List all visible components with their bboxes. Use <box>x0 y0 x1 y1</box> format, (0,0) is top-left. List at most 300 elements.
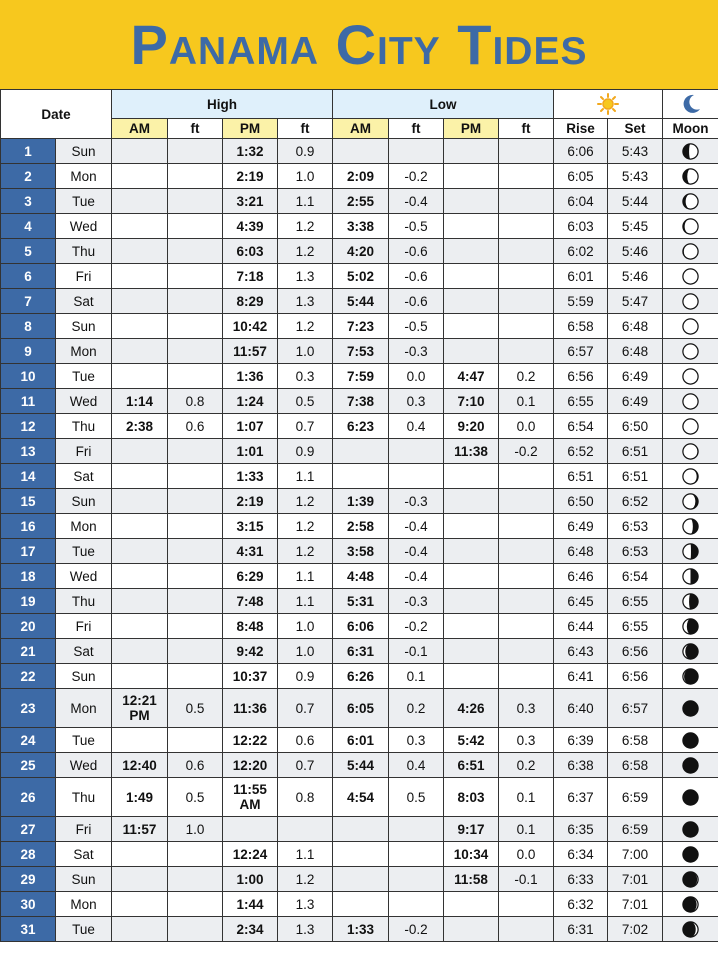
high-pm-height-cell: 1.1 <box>278 842 333 867</box>
sun-header <box>554 90 663 119</box>
low-am-height-cell: 0.3 <box>389 389 444 414</box>
low-pm-height-cell <box>499 239 554 264</box>
table-row <box>1 214 718 239</box>
high-pm-time-cell: 12:24 <box>223 842 278 867</box>
high-pm-time-cell: 9:42 <box>223 639 278 664</box>
sunrise-cell: 6:56 <box>554 364 608 389</box>
low-am-height-cell: 0.1 <box>389 664 444 689</box>
high-am-height-cell <box>168 917 223 942</box>
sunset-cell: 5:47 <box>608 289 663 314</box>
day-number-cell: 2 <box>1 164 56 189</box>
high-pm-height-cell: 0.9 <box>278 664 333 689</box>
low-am-height-cell <box>389 817 444 842</box>
high-pm-height-cell: 1.2 <box>278 514 333 539</box>
low-pm-time-cell: 5:42 <box>444 728 499 753</box>
high-am-height-cell <box>168 464 223 489</box>
low-pm-time-cell: 11:58 <box>444 867 499 892</box>
day-number-cell: 8 <box>1 314 56 339</box>
low-pm-height-cell <box>499 189 554 214</box>
day-name-cell: Sun <box>56 489 112 514</box>
low-am-time-cell: 5:44 <box>333 753 389 778</box>
table-row <box>1 464 718 489</box>
high-pm-height-cell: 1.0 <box>278 164 333 189</box>
low-pm-time-cell: 11:38 <box>444 439 499 464</box>
low-am-height-cell: -0.4 <box>389 539 444 564</box>
waning-crescent-moon-icon <box>681 142 700 161</box>
low-pm-height-cell: 0.2 <box>499 364 554 389</box>
moon-phase-cell <box>663 778 718 817</box>
table-row <box>1 389 718 414</box>
table-row <box>1 564 718 589</box>
sunset-cell: 6:50 <box>608 414 663 439</box>
table-row <box>1 314 718 339</box>
low-am-height-cell: -0.5 <box>389 314 444 339</box>
high-pm-ft-header: ft <box>278 119 333 139</box>
first-quarter-moon-icon <box>681 517 700 536</box>
low-am-height-cell: -0.4 <box>389 564 444 589</box>
high-am-time-cell <box>112 489 168 514</box>
new-moon-icon <box>681 367 700 386</box>
moon-phase-cell <box>663 917 718 942</box>
low-am-time-cell: 2:09 <box>333 164 389 189</box>
day-number-cell: 9 <box>1 339 56 364</box>
day-number-cell: 6 <box>1 264 56 289</box>
high-pm-time-cell: 6:29 <box>223 564 278 589</box>
low-pm-height-cell: 0.1 <box>499 778 554 817</box>
sunrise-cell: 6:55 <box>554 389 608 414</box>
day-name-cell: Tue <box>56 189 112 214</box>
sunrise-cell: 6:39 <box>554 728 608 753</box>
high-am-height-cell: 0.5 <box>168 689 223 728</box>
high-am-height-cell <box>168 214 223 239</box>
high-pm-time-cell: 2:19 <box>223 489 278 514</box>
day-name-cell: Fri <box>56 439 112 464</box>
high-pm-time-cell: 1:32 <box>223 139 278 164</box>
low-pm-header: PM <box>444 119 499 139</box>
high-am-header: AM <box>112 119 168 139</box>
sunset-cell: 5:44 <box>608 189 663 214</box>
sunset-cell: 6:51 <box>608 439 663 464</box>
high-am-height-cell: 0.6 <box>168 414 223 439</box>
high-header: High <box>112 90 333 119</box>
moon-phase-cell <box>663 189 718 214</box>
high-am-height-cell <box>168 489 223 514</box>
moon-phase-cell <box>663 842 718 867</box>
high-pm-height-cell: 1.3 <box>278 892 333 917</box>
table-row <box>1 239 718 264</box>
rise-header: Rise <box>554 119 608 139</box>
sunset-cell: 5:46 <box>608 239 663 264</box>
low-am-time-cell: 6:23 <box>333 414 389 439</box>
low-am-height-cell: 0.3 <box>389 728 444 753</box>
day-number-cell: 21 <box>1 639 56 664</box>
table-row <box>1 817 718 842</box>
moon-header: Moon <box>663 119 718 139</box>
high-am-time-cell <box>112 439 168 464</box>
sunrise-cell: 6:45 <box>554 589 608 614</box>
sunrise-cell: 6:01 <box>554 264 608 289</box>
day-number-cell: 22 <box>1 664 56 689</box>
high-pm-height-cell: 1.0 <box>278 339 333 364</box>
day-name-cell: Mon <box>56 514 112 539</box>
sunset-cell: 6:56 <box>608 639 663 664</box>
low-header: Low <box>333 90 554 119</box>
low-pm-time-cell: 9:20 <box>444 414 499 439</box>
day-name-cell: Sun <box>56 139 112 164</box>
sunset-cell: 6:52 <box>608 489 663 514</box>
moon-phase-cell <box>663 439 718 464</box>
day-number-cell: 16 <box>1 514 56 539</box>
sunrise-cell: 6:52 <box>554 439 608 464</box>
sunset-cell: 5:46 <box>608 264 663 289</box>
high-am-time-cell: 1:14 <box>112 389 168 414</box>
low-am-height-cell: -0.4 <box>389 514 444 539</box>
table-row <box>1 689 718 728</box>
high-am-time-cell <box>112 214 168 239</box>
waning-crescent-moon-icon <box>681 167 700 186</box>
full-moon-icon <box>681 820 700 839</box>
low-am-time-cell: 4:54 <box>333 778 389 817</box>
high-pm-time-cell: 3:15 <box>223 514 278 539</box>
table-row <box>1 289 718 314</box>
high-am-height-cell <box>168 614 223 639</box>
sunrise-cell: 6:05 <box>554 164 608 189</box>
day-number-cell: 15 <box>1 489 56 514</box>
high-pm-time-cell: 4:31 <box>223 539 278 564</box>
day-number-cell: 17 <box>1 539 56 564</box>
low-am-time-cell: 2:55 <box>333 189 389 214</box>
sunrise-cell: 6:46 <box>554 564 608 589</box>
low-pm-height-cell: 0.1 <box>499 817 554 842</box>
high-am-time-cell <box>112 867 168 892</box>
table-row <box>1 728 718 753</box>
low-pm-time-cell <box>444 314 499 339</box>
high-pm-height-cell: 1.3 <box>278 289 333 314</box>
low-am-height-cell: -0.6 <box>389 289 444 314</box>
low-am-time-cell: 7:38 <box>333 389 389 414</box>
new-moon-icon <box>681 342 700 361</box>
low-pm-time-cell: 10:34 <box>444 842 499 867</box>
low-pm-height-cell <box>499 639 554 664</box>
low-pm-height-cell: 0.0 <box>499 842 554 867</box>
sunrise-cell: 6:48 <box>554 539 608 564</box>
sunrise-cell: 6:35 <box>554 817 608 842</box>
table-row <box>1 753 718 778</box>
high-pm-time-cell: 1:44 <box>223 892 278 917</box>
sunrise-cell: 6:44 <box>554 614 608 639</box>
low-am-time-cell: 5:02 <box>333 264 389 289</box>
day-number-cell: 10 <box>1 364 56 389</box>
table-row <box>1 539 718 564</box>
low-am-height-cell: -0.6 <box>389 264 444 289</box>
sunset-cell: 6:49 <box>608 364 663 389</box>
high-am-time-cell: 2:38 <box>112 414 168 439</box>
low-pm-height-cell <box>499 464 554 489</box>
table-row <box>1 364 718 389</box>
low-am-ft-header: ft <box>389 119 444 139</box>
full-moon-icon <box>681 756 700 775</box>
high-pm-time-cell: 1:33 <box>223 464 278 489</box>
waning-gibbous-moon-icon <box>681 920 700 939</box>
low-pm-height-cell <box>499 289 554 314</box>
low-pm-height-cell <box>499 514 554 539</box>
day-name-cell: Sun <box>56 664 112 689</box>
day-name-cell: Mon <box>56 164 112 189</box>
day-number-cell: 1 <box>1 139 56 164</box>
table-row <box>1 639 718 664</box>
high-pm-height-cell: 0.3 <box>278 364 333 389</box>
day-number-cell: 4 <box>1 214 56 239</box>
sunset-cell: 7:01 <box>608 867 663 892</box>
sunset-cell: 6:48 <box>608 339 663 364</box>
sunrise-cell: 6:54 <box>554 414 608 439</box>
high-am-time-cell <box>112 139 168 164</box>
waning-gibbous-moon-icon <box>681 870 700 889</box>
day-number-cell: 30 <box>1 892 56 917</box>
low-am-time-cell: 6:06 <box>333 614 389 639</box>
sunset-cell: 6:49 <box>608 389 663 414</box>
moon-phase-cell <box>663 489 718 514</box>
low-am-height-cell: 0.5 <box>389 778 444 817</box>
low-pm-ft-header: ft <box>499 119 554 139</box>
sunrise-cell: 5:59 <box>554 289 608 314</box>
low-pm-height-cell <box>499 214 554 239</box>
sun-icon <box>597 93 619 115</box>
low-am-height-cell: -0.6 <box>389 239 444 264</box>
low-am-height-cell: 0.4 <box>389 414 444 439</box>
sunset-cell: 6:48 <box>608 314 663 339</box>
crescent-moon-icon <box>680 93 702 115</box>
day-number-cell: 25 <box>1 753 56 778</box>
high-am-height-cell <box>168 842 223 867</box>
high-pm-height-cell: 1.3 <box>278 917 333 942</box>
table-row <box>1 189 718 214</box>
day-number-cell: 26 <box>1 778 56 817</box>
high-am-time-cell <box>112 892 168 917</box>
moon-phase-cell <box>663 589 718 614</box>
low-am-time-cell <box>333 867 389 892</box>
low-pm-time-cell: 8:03 <box>444 778 499 817</box>
high-am-time-cell <box>112 314 168 339</box>
moon-phase-cell <box>663 364 718 389</box>
high-am-height-cell <box>168 639 223 664</box>
day-name-cell: Thu <box>56 778 112 817</box>
waxing-gibbous-moon-icon <box>681 617 700 636</box>
low-pm-height-cell <box>499 139 554 164</box>
low-am-time-cell <box>333 439 389 464</box>
high-pm-time-cell: 4:39 <box>223 214 278 239</box>
sunset-cell: 6:58 <box>608 753 663 778</box>
high-am-time-cell <box>112 917 168 942</box>
low-pm-time-cell <box>444 464 499 489</box>
day-name-cell: Fri <box>56 264 112 289</box>
low-am-time-cell: 2:58 <box>333 514 389 539</box>
low-am-time-cell: 6:31 <box>333 639 389 664</box>
table-row <box>1 589 718 614</box>
moon-phase-cell <box>663 817 718 842</box>
low-pm-height-cell <box>499 339 554 364</box>
low-am-height-cell: -0.2 <box>389 164 444 189</box>
high-pm-time-cell: 12:20 <box>223 753 278 778</box>
low-pm-time-cell <box>444 892 499 917</box>
high-pm-time-cell: 11:36 <box>223 689 278 728</box>
high-am-height-cell <box>168 314 223 339</box>
day-name-cell: Sat <box>56 289 112 314</box>
low-pm-time-cell <box>444 214 499 239</box>
high-am-time-cell <box>112 464 168 489</box>
high-am-height-cell <box>168 164 223 189</box>
low-am-height-cell: 0.2 <box>389 689 444 728</box>
high-am-time-cell <box>112 639 168 664</box>
high-pm-time-cell: 2:34 <box>223 917 278 942</box>
high-am-time-cell <box>112 239 168 264</box>
low-pm-time-cell <box>444 639 499 664</box>
waxing-gibbous-moon-icon <box>681 642 700 661</box>
high-am-time-cell <box>112 364 168 389</box>
low-am-time-cell: 5:31 <box>333 589 389 614</box>
day-name-cell: Mon <box>56 892 112 917</box>
low-am-time-cell: 7:53 <box>333 339 389 364</box>
table-row <box>1 489 718 514</box>
high-am-time-cell <box>112 264 168 289</box>
low-pm-time-cell <box>444 589 499 614</box>
full-moon-icon <box>681 788 700 807</box>
low-am-height-cell: -0.1 <box>389 639 444 664</box>
day-name-cell: Thu <box>56 414 112 439</box>
low-pm-time-cell <box>444 539 499 564</box>
sunrise-cell: 6:49 <box>554 514 608 539</box>
sunset-cell: 6:53 <box>608 514 663 539</box>
low-pm-time-cell <box>444 339 499 364</box>
high-pm-height-cell: 1.1 <box>278 589 333 614</box>
sunrise-cell: 6:37 <box>554 778 608 817</box>
low-am-height-cell: -0.3 <box>389 489 444 514</box>
low-pm-height-cell: 0.3 <box>499 689 554 728</box>
title-banner <box>0 0 718 89</box>
high-pm-height-cell: 1.3 <box>278 264 333 289</box>
low-pm-height-cell <box>499 589 554 614</box>
table-row <box>1 867 718 892</box>
high-pm-height-cell: 0.9 <box>278 139 333 164</box>
low-pm-height-cell <box>499 892 554 917</box>
sunrise-cell: 6:02 <box>554 239 608 264</box>
low-am-time-cell <box>333 464 389 489</box>
low-pm-time-cell <box>444 664 499 689</box>
page-title: Panama City Tides <box>130 12 588 76</box>
new-moon-edge-icon <box>681 292 700 311</box>
day-name-cell: Sun <box>56 314 112 339</box>
day-number-cell: 19 <box>1 589 56 614</box>
waxing-crescent-moon-icon <box>681 467 700 486</box>
low-am-time-cell <box>333 139 389 164</box>
day-number-cell: 14 <box>1 464 56 489</box>
tide-rows <box>1 139 718 942</box>
sunrise-cell: 6:32 <box>554 892 608 917</box>
high-am-ft-header: ft <box>168 119 223 139</box>
day-name-cell: Thu <box>56 239 112 264</box>
table-row <box>1 164 718 189</box>
first-quarter-moon-icon <box>681 592 700 611</box>
day-number-cell: 7 <box>1 289 56 314</box>
low-pm-time-cell: 4:26 <box>444 689 499 728</box>
waning-gibbous-moon-icon <box>681 895 700 914</box>
low-pm-time-cell <box>444 239 499 264</box>
high-pm-height-cell: 1.1 <box>278 464 333 489</box>
low-pm-height-cell: 0.0 <box>499 414 554 439</box>
full-moon-icon <box>681 731 700 750</box>
day-name-cell: Thu <box>56 589 112 614</box>
high-am-height-cell <box>168 139 223 164</box>
high-pm-time-cell: 7:18 <box>223 264 278 289</box>
day-name-cell: Tue <box>56 364 112 389</box>
day-name-cell: Tue <box>56 539 112 564</box>
low-pm-height-cell: -0.1 <box>499 867 554 892</box>
low-pm-time-cell <box>444 189 499 214</box>
sunset-cell: 7:02 <box>608 917 663 942</box>
moon-phase-cell <box>663 867 718 892</box>
sunset-cell: 6:59 <box>608 778 663 817</box>
high-am-height-cell <box>168 364 223 389</box>
low-pm-time-cell <box>444 289 499 314</box>
high-am-height-cell <box>168 564 223 589</box>
high-am-time-cell <box>112 664 168 689</box>
new-moon-icon <box>681 392 700 411</box>
day-name-cell: Sat <box>56 639 112 664</box>
high-am-height-cell <box>168 264 223 289</box>
high-am-height-cell <box>168 439 223 464</box>
day-number-cell: 12 <box>1 414 56 439</box>
day-name-cell: Fri <box>56 614 112 639</box>
moon-phase-cell <box>663 139 718 164</box>
day-name-cell: Wed <box>56 214 112 239</box>
high-pm-height-cell: 1.1 <box>278 189 333 214</box>
moon-phase-cell <box>663 214 718 239</box>
high-am-time-cell: 12:40 <box>112 753 168 778</box>
first-quarter-moon-icon <box>681 567 700 586</box>
sunset-cell: 6:56 <box>608 664 663 689</box>
low-am-height-cell: -0.3 <box>389 589 444 614</box>
day-name-cell: Wed <box>56 753 112 778</box>
moon-phase-cell <box>663 539 718 564</box>
high-pm-height-cell: 1.2 <box>278 489 333 514</box>
table-row <box>1 439 718 464</box>
high-pm-time-cell: 8:29 <box>223 289 278 314</box>
day-name-cell: Wed <box>56 389 112 414</box>
high-pm-time-cell: 11:57 <box>223 339 278 364</box>
day-number-cell: 13 <box>1 439 56 464</box>
first-quarter-moon-icon <box>681 542 700 561</box>
high-pm-time-cell: 10:37 <box>223 664 278 689</box>
moon-phase-cell <box>663 314 718 339</box>
day-name-cell: Mon <box>56 689 112 728</box>
moon-phase-cell <box>663 664 718 689</box>
day-number-cell: 3 <box>1 189 56 214</box>
high-am-time-cell <box>112 289 168 314</box>
waxing-crescent-moon-icon <box>681 492 700 511</box>
high-pm-height-cell: 0.9 <box>278 439 333 464</box>
sunset-cell: 7:01 <box>608 892 663 917</box>
sunrise-cell: 6:57 <box>554 339 608 364</box>
low-am-time-cell: 7:59 <box>333 364 389 389</box>
low-am-height-cell <box>389 892 444 917</box>
waning-crescent-moon-icon <box>681 217 700 236</box>
low-pm-height-cell <box>499 489 554 514</box>
sunset-cell: 5:43 <box>608 164 663 189</box>
high-am-time-cell <box>112 514 168 539</box>
sunrise-cell: 6:58 <box>554 314 608 339</box>
waxing-crescent-moon-icon <box>681 442 700 461</box>
high-pm-header: PM <box>223 119 278 139</box>
